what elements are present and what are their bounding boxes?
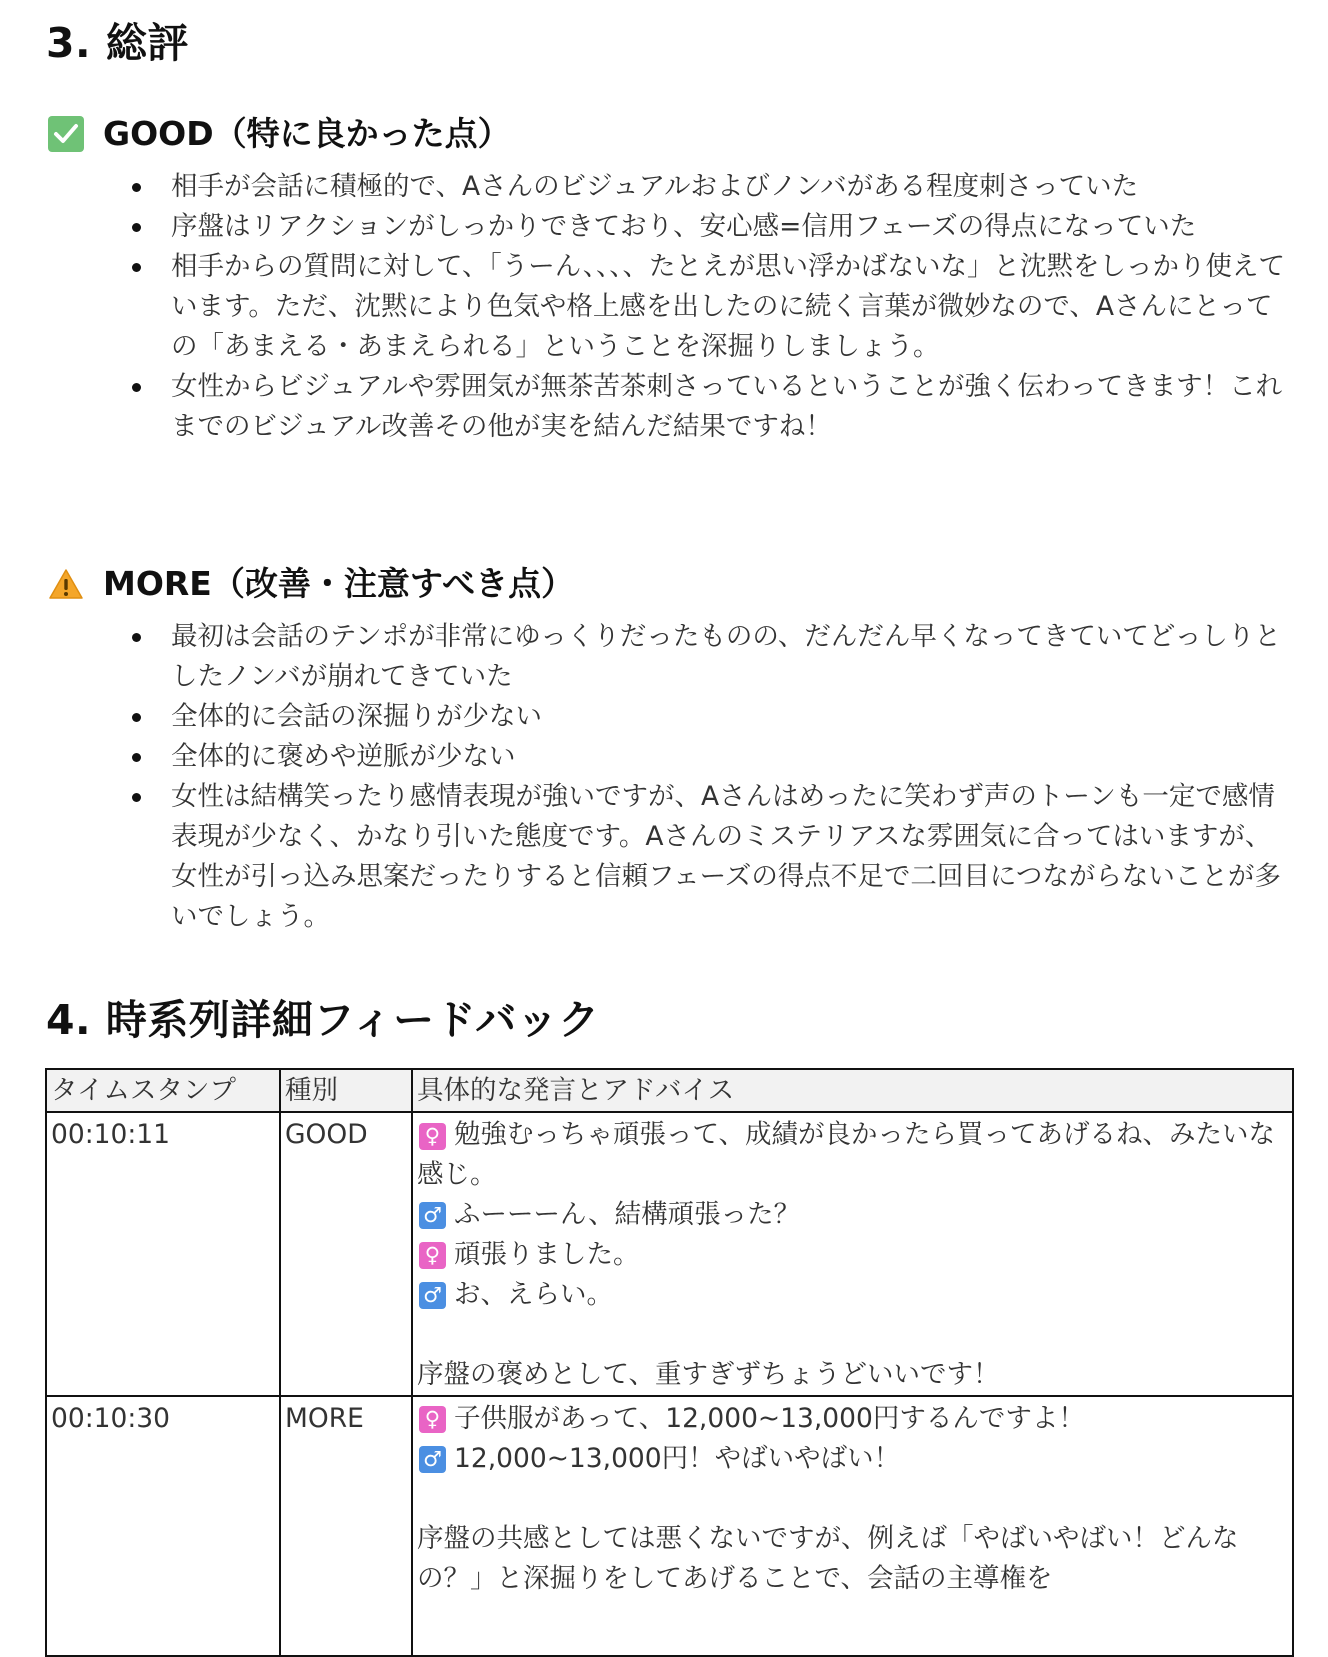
- timestamp-cell: 00:10:11: [46, 1112, 280, 1396]
- female-sign-icon: ♀: [419, 1123, 446, 1150]
- dialogue-text: 勉強むっちゃ頑張って、成績が良かったら買ってあげるね、みたいな感じ。: [417, 1119, 1275, 1190]
- list-item: 最初は会話のテンポが非常にゆっくりだったものの、だんだん早くなってきていてどっしりとしたノンバが崩れてきていた: [126, 617, 1296, 697]
- column-header-timestamp: タイムスタンプ: [46, 1069, 280, 1112]
- advice-cell: [412, 1396, 1293, 1656]
- dialogue-line: [417, 1439, 1288, 1479]
- dialogue-text: お、えらい。: [454, 1279, 613, 1310]
- dialogue-text: 頑張りました。: [454, 1239, 640, 1270]
- section-3-title: 3. 総評: [46, 19, 189, 67]
- check-mark-button-icon: [48, 116, 84, 152]
- advice-cell: [412, 1112, 1293, 1396]
- advice-text: 序盤の共感としては悪くないですが、例えば「やばいやばい！どんなの？」と深掘りをしてあげることで、会話の主導権を: [417, 1523, 1239, 1594]
- dialogue-text: 子供服があって、12,000~13,000円するんですよ！: [454, 1403, 1085, 1434]
- female-sign-icon: ♀: [419, 1406, 446, 1433]
- feedback-table: [45, 1068, 1294, 1657]
- more-list: [126, 617, 1296, 937]
- good-list: [126, 167, 1296, 447]
- warning-icon: [48, 566, 84, 602]
- table-row: [46, 1396, 1293, 1656]
- type-cell: MORE: [280, 1396, 412, 1656]
- list-item: 相手が会話に積極的で、Aさんのビジュアルおよびノンバがある程度刺さっていた: [126, 167, 1296, 207]
- more-heading-label: MORE（改善・注意すべき点）: [103, 564, 575, 603]
- list-item: 全体的に褒めや逆脈が少ない: [126, 737, 1296, 777]
- male-sign-icon: ♂: [419, 1446, 446, 1473]
- column-header-type: 種別: [280, 1069, 412, 1112]
- dialogue-text: ふーーーん、結構頑張った？: [454, 1199, 801, 1230]
- more-heading: [48, 563, 574, 605]
- list-item: 女性からビジュアルや雰囲気が無茶苦茶刺さっているということが強く伝わってきます！これまでのビジュアル改善その他が実を結んだ結果ですね！: [126, 367, 1296, 447]
- good-heading: [48, 113, 511, 155]
- dialogue-line: [417, 1275, 1288, 1315]
- good-heading-label: GOOD（特に良かった点）: [103, 114, 511, 153]
- dialogue-line: [417, 1115, 1288, 1195]
- section-4-title: 4. 時系列詳細フィードバック: [46, 996, 600, 1044]
- male-sign-icon: ♂: [419, 1282, 446, 1309]
- advice-text: 序盤の褒めとして、重すぎずちょうどいいです！: [417, 1359, 1000, 1390]
- male-sign-icon: ♂: [419, 1202, 446, 1229]
- list-item: 序盤はリアクションがしっかりできており、安心感=信用フェーズの得点になっていた: [126, 207, 1296, 247]
- list-item: 相手からの質問に対して、「うーん、、、、たとえが思い浮かばないな」と沈黙をしっかり使えています。ただ、沈黙により色気や格上感を出したのに続く言葉が微妙なので、Aさんにとっての「あまえる・あまえられる」ということを深掘りしましょう。: [126, 247, 1296, 367]
- female-sign-icon: ♀: [419, 1242, 446, 1269]
- list-item: 女性は結構笑ったり感情表現が強いですが、Aさんはめったに笑わず声のトーンも一定で感情表現が少なく、かなり引いた態度です。Aさんのミステリアスな雰囲気に合ってはいますが、女性が引っ込み思案だったりすると信頼フェーズの得点不足で二回目につながらないことが多いでしょう。: [126, 777, 1296, 937]
- table-header-row: [46, 1069, 1293, 1112]
- dialogue-text: 12,000~13,000円！やばいやばい！: [454, 1443, 901, 1474]
- column-header-advice: 具体的な発言とアドバイス: [412, 1069, 1293, 1112]
- type-cell: GOOD: [280, 1112, 412, 1396]
- list-item: 全体的に会話の深掘りが少ない: [126, 697, 1296, 737]
- table-row: [46, 1112, 1293, 1396]
- dialogue-line: [417, 1399, 1288, 1439]
- dialogue-line: [417, 1195, 1288, 1235]
- timestamp-cell: 00:10:30: [46, 1396, 280, 1656]
- dialogue-line: [417, 1235, 1288, 1275]
